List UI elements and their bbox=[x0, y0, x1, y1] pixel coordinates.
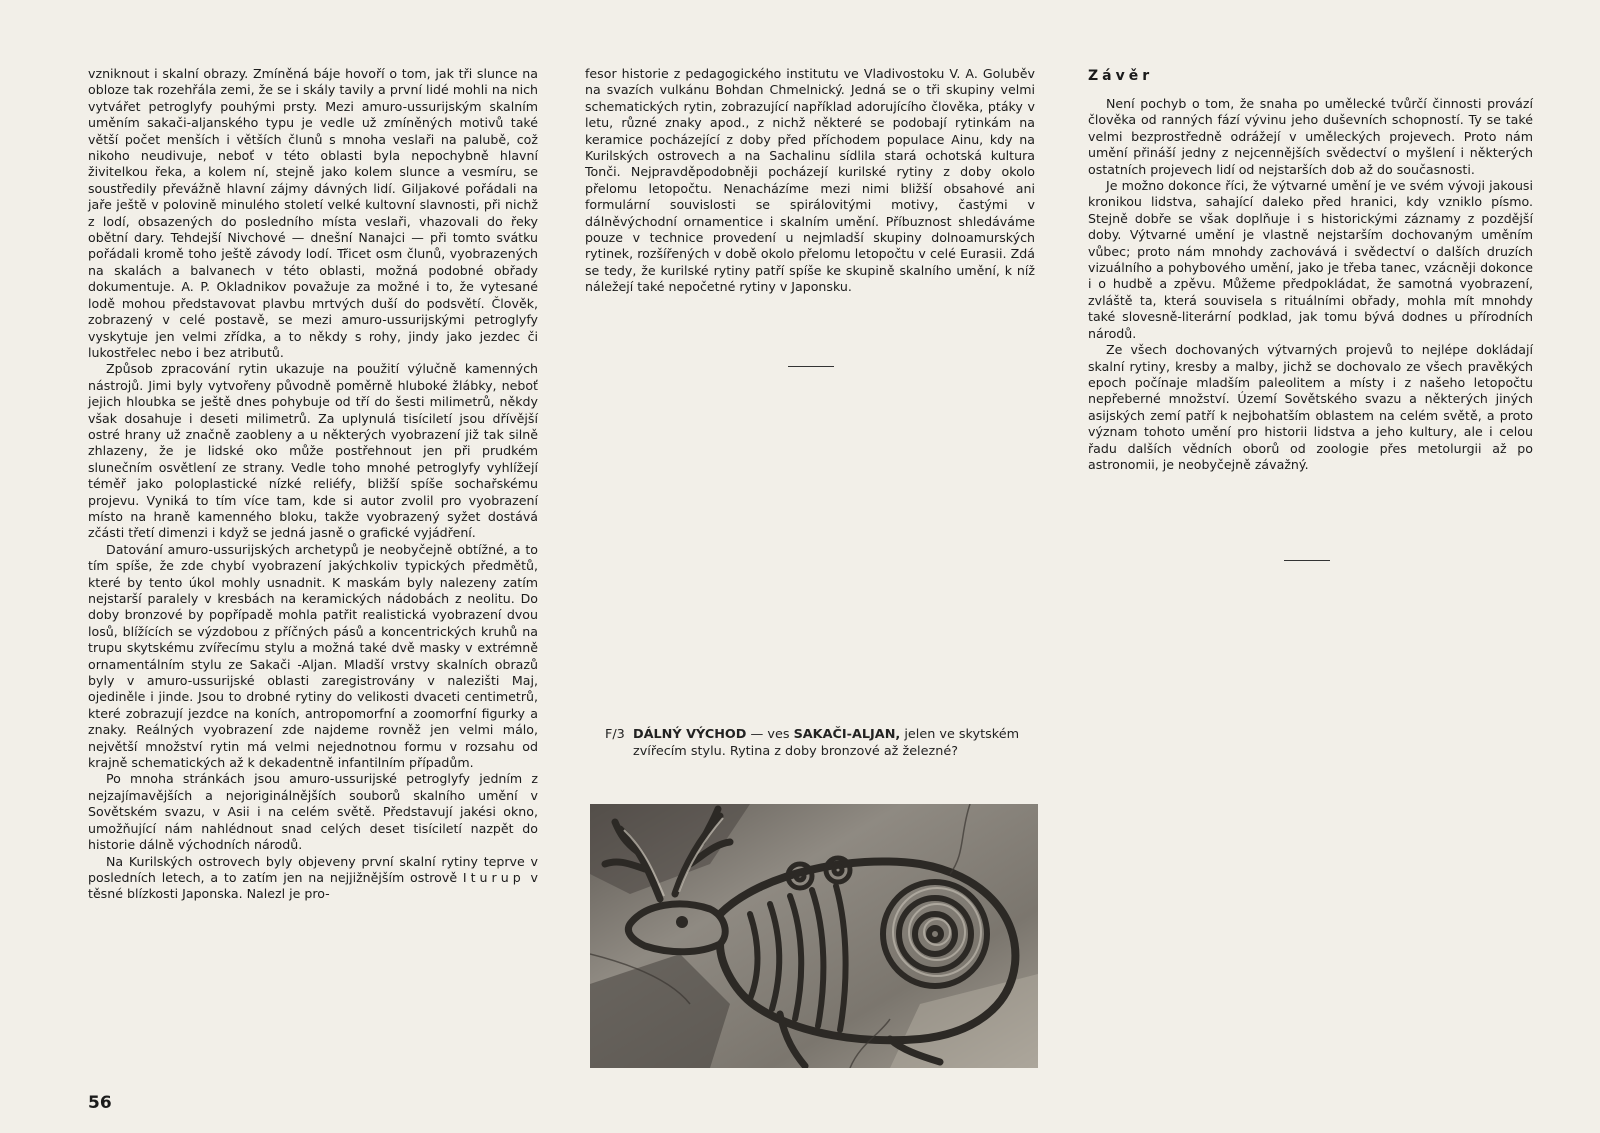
caption-dash: — ves bbox=[746, 727, 794, 742]
caption-place: SAKAČI-ALJAN, bbox=[793, 727, 901, 742]
petroglyph-photo bbox=[590, 804, 1038, 1068]
paragraph: vzniknout i skalní obrazy. Zmíněná báje hovoří o tom, jak tři slunce na obloze tak rozehřála zemi, že se i skály tavily a první lidé mohli na nich vytvářet petroglyfy pouhými prsty. Mezi amuro-ussurijským skalním uměním sakači-aljanského typu je vedle už zmíněných motivů také větší počet menších i větších člunů s mnoha veslaři na palubě, což nikoho neudivuje, neboť v této oblasti byla nepochybně hlavní živitelkou řeka, a kolem ní, stejně jako kolem slunce a vesmíru, se soustředily převážně hlavní zájmy dávných lidí. Giljakové pořádali na jaře ještě v polovině minulého století velké kultovní slavnosti, při nichž z lodí, obsazených do posledního místa veslaři, vhazovali do řeky obětní dary. Tehdejší Nivchové — dnešní Nanajci — při tomto svátku pořádali kromě toho ještě závody lodí. Třicet osm člunů, vyobrazených na skalách a balvanech v této oblasti, možná podobné obřady dokumentuje. A. P. Okladnikov považuje za možné i to, že vytesané lodě mohou představovat plavbu mrtvých duší do podsvětí. Člověk, zobrazený v celé postavě, se mezi amuro-ussurijskými petroglyfy vyskytuje jen velmi zřídka, a to někdy s rohy, jindy jako jezdec či lukostřelec nebo i bez atributů. bbox=[88, 66, 538, 360]
deer-eye bbox=[676, 916, 688, 928]
paragraph: Ze všech dochovaných výtvarných projevů to nejlépe dokládají skalní rytiny, kresby a malby, jichž se dochovalo ze všech pravěkých epoch počínaje mladším paleolitem a místy i z našeho letopočtu nepřeberné množství. Území Sovětského svazu a některých jiných asijských zemí patří k nejbohatším oblastem na celém světě, a proto význam tohoto umění pro historii lidstva a jeho kultury, ale i celou řadu dalších vědních oborů od zoologie přes metolurgii až po astronomii, je neobyčejně závažný. bbox=[1088, 342, 1533, 472]
paragraph: Datování amuro-ussurijských archetypů je neobyčejně obtížné, a to tím spíše, že zde chybí vyobrazení jakýchkoliv typických předmětů, které by tento úkol mohly usnadnit. K maskám byly nalezeny zatím nejstarší paralely v kresbách na keramických nádobách z neolitu. Do doby bronzové by popřípadě mohla patřit realistická vyobrazení dvou losů, blížících se výzdobou z příčných pásů a koncentrických kruhů na trupu skytskému zvířecímu stylu a možná také dvě masky v extrémně ornamentálním stylu ze Sakači -Aljan. Mladší vrstvy skalních obrazů byly v amuro-ussurijské oblasti zaregistrovány v nalezišti Maj, ojediněle i jinde. Jsou to drobné rytiny do velikosti dvaceti centimetrů, které zobrazují jezdce na koních, antropomorfní a zoomorfní figurky a znaky. Reálných vyobrazení zde najdeme rovněž jen velmi málo, největší množství rytin má velmi nejednotnou formu v rozsahu od krajně schematických až k dekadentně infantilním případům. bbox=[88, 541, 538, 771]
deer-petroglyph-image bbox=[590, 804, 1038, 1068]
figure-code: F/3 bbox=[605, 727, 625, 742]
caption-body bbox=[633, 727, 1035, 760]
section-heading: Závěr bbox=[1088, 68, 1154, 84]
paragraph: Není pochyb o tom, že snaha po umělecké tvůrčí činnosti provází člověka od ranných fází vývinu jeho duševních schopností. Ty se také velmi bezprostředně odrážejí v uměleckých projevech. Proto nám umění přináší jedny z nejcennějších svědectví o myšlení i některých ostatních projevech lidí od nejstarších dob až do současnosti. bbox=[1088, 96, 1533, 177]
text-column-2 bbox=[585, 66, 1035, 296]
text-column-1 bbox=[88, 66, 538, 903]
caption-rest: jelen ve skytském zvířecím stylu. Rytina z doby bronzové až železné? bbox=[633, 727, 1020, 759]
paragraph: Je možno dokonce říci, že výtvarné umění je ve svém vývoji jakousi kronikou lidstva, sahající daleko před hranici, kdy vzniklo písmo. Stejně dobře se však doplňuje i s historickými záznamy z pozdější doby. Výtvarné umění je vlastně nejstarším dochovaným uměním vůbec; proto nám mnohdy zachovává i svědectví o dalších druzích vizuálního a pohybového umění, jako je třeba tanec, vzácněji dokonce i o hudbě a zpěvu. Můžeme předpokládat, že samotná vyobrazení, zvláště ta, která souvisela s rituálními obřady, mohla mít mnohdy také slovesně-literární podklad, jak tomu bývá dodnes u přírodních národů. bbox=[1088, 178, 1533, 341]
section-divider bbox=[788, 366, 834, 367]
text-column-3 bbox=[1088, 96, 1533, 473]
figure-caption bbox=[605, 727, 1035, 760]
island-name: Iturup bbox=[462, 869, 525, 885]
paragraph: Po mnoha stránkách jsou amuro-ussurijské petroglyfy jedním z nejzajímavějších a nejoriginálnějších souborů skalního umění v Sovětském svazu, v Asii i na celém světě. Představují jakési okno, umožňující nám nahlédnout snad celých deset tisíciletí nazpět do historie dálně východních národů. bbox=[88, 771, 538, 853]
paragraph-text: v těsné blízkosti Japonska. Nalezl je pro- bbox=[88, 869, 538, 902]
paragraph: fesor historie z pedagogického institutu ve Vladivostoku V. A. Goluběv na svazích vulkánu Bohdan Chmelnický. Jedná se o tři skupiny velmi schematických rytin, zobrazující například adorujícího člověka, ptáky v letu, různé znaky apod., z nichž některé se podobají rytinkám na keramice pocházející z doby před příchodem populace Ainu, kdy na Kurilských ostrovech a na Sachalinu sídlila stará ochotská kultura Tonči. Nejpravděpodobněji pocházejí kurilské rytiny z doby okolo přelomu letopočtu. Nenacházíme mezi nimi bližší obsahové ani formulární souvislosti se spirálovitými motivy, častými v dálněvýchodní ornamentice i skalním umění. Příbuznost shledáváme pouze v technice provedení u nejmladší skupiny dolnoamurských rytinek, rozšířených v době okolo přelomu letopočtu v celé Eurasii. Zdá se tedy, že kurilské rytiny patří spíše ke skupině skalního umění, k níž náležejí také nepočetné rytiny v Japonsku. bbox=[585, 66, 1035, 295]
page-number: 56 bbox=[88, 1093, 112, 1113]
paragraph bbox=[88, 854, 538, 903]
paragraph-text: Na Kurilských ostrovech byly objeveny první skalní rytiny teprve v posledních letech, a to zatím jen na nejjižnějším ostrově bbox=[88, 853, 538, 885]
paragraph: Způsob zpracování rytin ukazuje na použití výlučně kamenných nástrojů. Jimi byly vytvořeny původně poměrně hluboké žlábky, neboť jejich hloubka se ještě dnes pohybuje od tří do šesti milimetrů, někdy však dosahuje i deseti milimetrů. Za uplynulá tisíciletí jsou dřívější ostré hrany už značně zaobleny a u některých vyobrazení již tak silně zhlazeny, že je lidské oko může postřehnout jen při prudkém slunečním osvětlení ze strany. Vedle toho mnohé petroglyfy vyhlížejí téměř jako poloplastické nízké reliéfy, bližší spíše sochařskému projevu. Vyniká to tím více tam, kde si autor zvolil pro vyobrazení místo na hraně kamenného bloku, takže vyobrazený syžet dostává zčásti třetí dimenzi i když se jedná jasně o grafické vyjádření. bbox=[88, 361, 538, 541]
caption-region: DÁLNÝ VÝCHOD bbox=[633, 727, 747, 742]
section-divider bbox=[1284, 560, 1330, 561]
